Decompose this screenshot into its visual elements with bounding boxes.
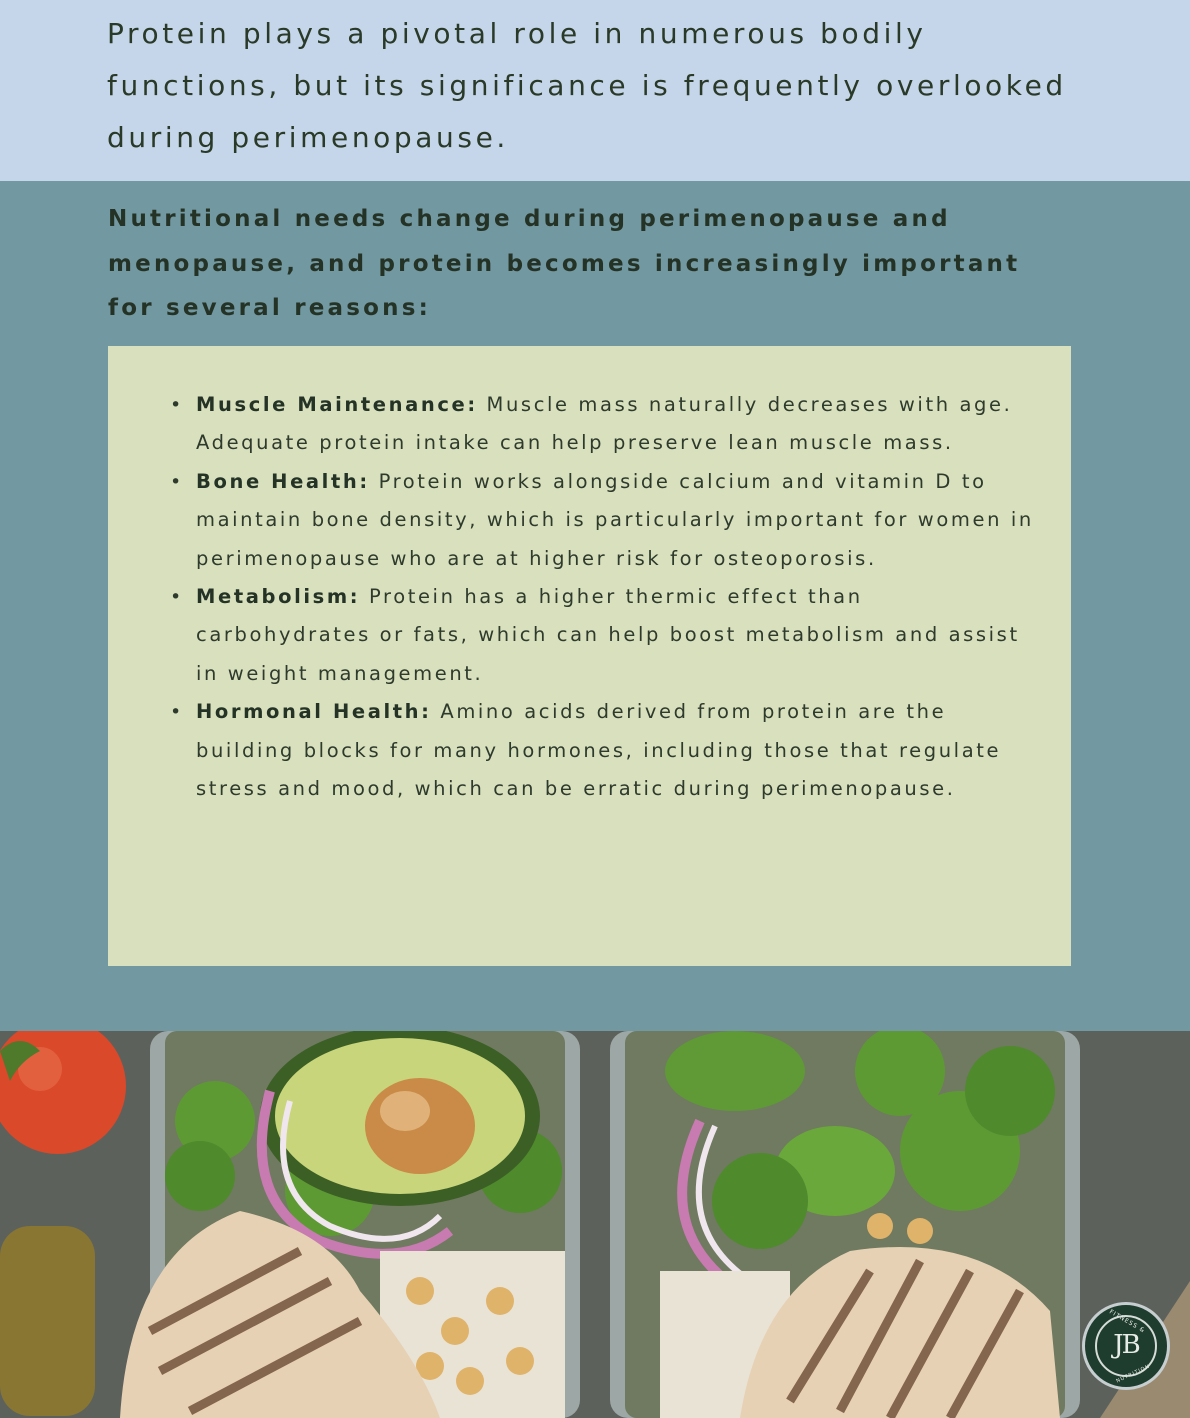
intro-text: Protein plays a pivotal role in numerous bodily functions, but its significance is frequently overlooked during perimenopause. (107, 17, 1067, 154)
reason-item-bone (170, 463, 1036, 578)
bullet-icon: • (170, 586, 184, 609)
meal-prep-photo (0, 1031, 1190, 1418)
reason-text: Amino acids derived from protein are the building blocks for many hormones, including those that regulate stress and mood, which can be erratic during perimenopause. (196, 700, 1002, 801)
reason-title: Muscle Maintenance: (196, 393, 478, 416)
bullet-icon: • (170, 470, 184, 493)
jb-fitness-logo (1082, 1302, 1170, 1390)
logo-mark: JB (1113, 1330, 1139, 1360)
intro-band (0, 0, 1190, 181)
meal-prep-illustration (0, 1031, 1190, 1418)
bullet-icon: • (170, 701, 184, 724)
reason-item-muscle (170, 386, 1036, 463)
reasons-list (170, 386, 1036, 808)
reason-title: Metabolism: (196, 585, 361, 609)
reasons-box (108, 346, 1071, 966)
logo-bottom-text: NUTRITION (1115, 1363, 1152, 1385)
reason-item-metabolism (170, 578, 1036, 693)
reason-text: Muscle mass naturally decreases with age. Adequate protein intake can help preserve lean muscle mass. (196, 393, 1013, 455)
reason-text: Protein works alongside calcium and vitamin D to maintain bone density, which is particularly important for women in perimenopause who are at higher risk for osteoporosis. (196, 469, 1034, 570)
reason-text: Protein has a higher thermic effect than carbohydrates or fats, which can help boost metabolism and assist in weight management. (196, 585, 1020, 685)
reason-title: Hormonal Health: (196, 700, 432, 724)
reason-item-hormonal (170, 693, 1036, 808)
lead-text: Nutritional needs change during perimenopause and menopause, and protein becomes increasingly important for several reasons: (108, 206, 1021, 321)
logo-top-text: FITNESS & (1107, 1308, 1147, 1335)
bullet-icon: • (170, 394, 184, 416)
reason-title: Bone Health: (196, 469, 370, 493)
